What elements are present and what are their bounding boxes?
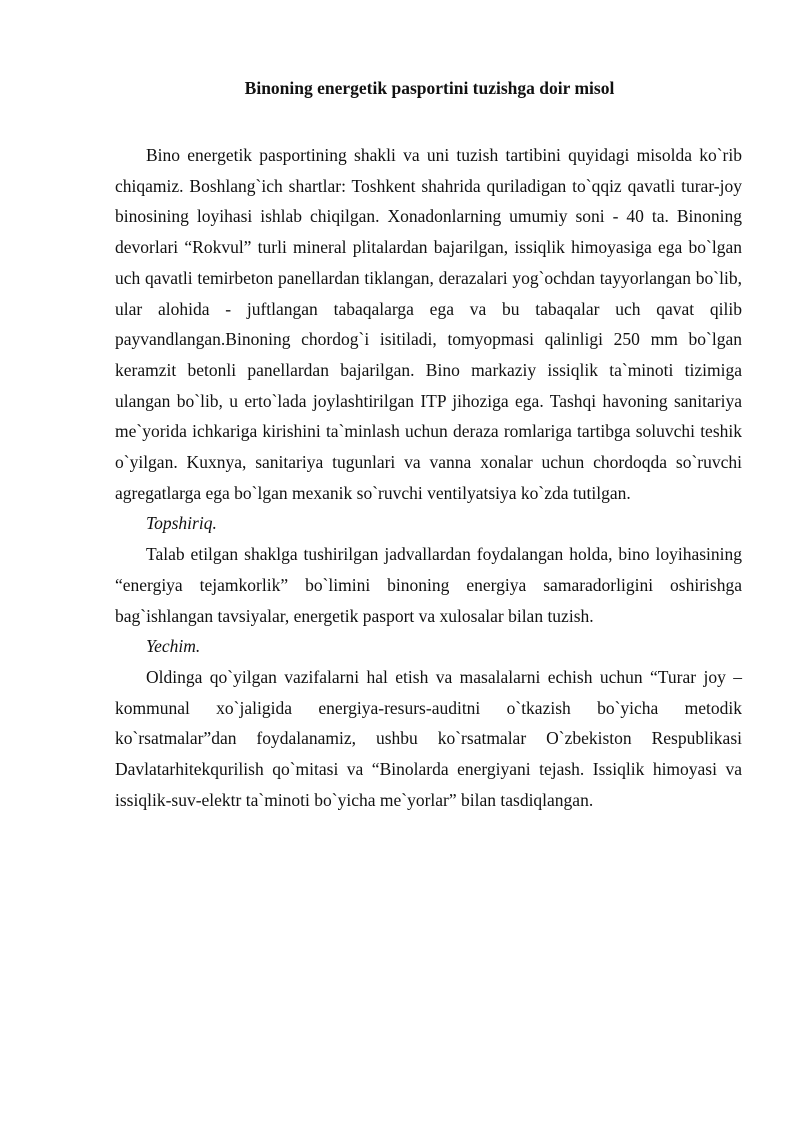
paragraph-solution: Oldinga qo`yilgan vazifalarni hal etish va masalalarni echish uchun “Turar joy – kommunal xo`jaligida energiya-resurs-auditni o`tkazish bo`yicha metodik ko`rsatmalar”dan foydalanamiz, ushbu ko`rsatmalar O`zbekiston Respublikasi Davlatarhitekqurilish qo`mitasi va “Binolarda energiyani tejash. Issiqlik himoyasi va issiqlik-suv-elektr ta`minoti bo`yicha me`yorlar” bilan tasdiqlangan. [115,666,742,810]
paragraph-task: Talab etilgan shaklga tushirilgan jadvallardan foydalangan holda, bino loyihasining “energiya tejamkorlik” bo`limini binoning energiya samaradorligini oshirishga bag`ishlangan tavsiyalar, energetik pasport va xulosalar bilan tuzish. [115,544,742,626]
paragraph-initial-conditions: Bino energetik pasportining shakli va uni tuzish tartibini quyidagi misolda ko`rib chiqamiz. Boshlang`ich shartlar: Toshkent shahrida quriladigan to`qqiz qavatli turar-joy binosining loyihasi ishlab chiqilgan. Xonadonlarning umumiy soni - 40 ta. Binoning devorlari “Rokvul” turli mineral plitalardan bajarilgan, issiqlik himoyasiga ega bo`lgan uch qavatli temirbeton panellardan tiklangan, derazalari yog`ochdan tayyorlangan bo`lib, ular alohida - juftlangan tabaqalarga ega va bu tabaqalar uch qavat qilib payvandlangan.Binoning chordog`i isitiladi, tomyopmasi qalinligi 250 mm bo`lgan keramzit betonli panellardan bajarilgan. Bino markaziy issiqlik ta`minoti tizimiga ulangan bo`lib, u erto`lada joylashtirilgan ITP jihoziga ega. Tashqi havoning sanitariya me`yorida ichkariga kirishini ta`minlash uchun deraza romlariga tartibga soluvchi teshik o`yilgan. Kuxnya, sanitariya tugunlari va vanna xonalar uchun chordoqda so`ruvchi agregatlarga ega bo`lgan mexanik so`ruvchi ventilyatsiya ko`zda tutilgan. [115,145,742,503]
task-label: Topshiriq. [146,513,217,534]
title-spacer [115,104,742,140]
solution-label: Yechim. [146,636,201,657]
document-title: Binoning energetik pasportini tuzishga doir misol [244,78,615,98]
